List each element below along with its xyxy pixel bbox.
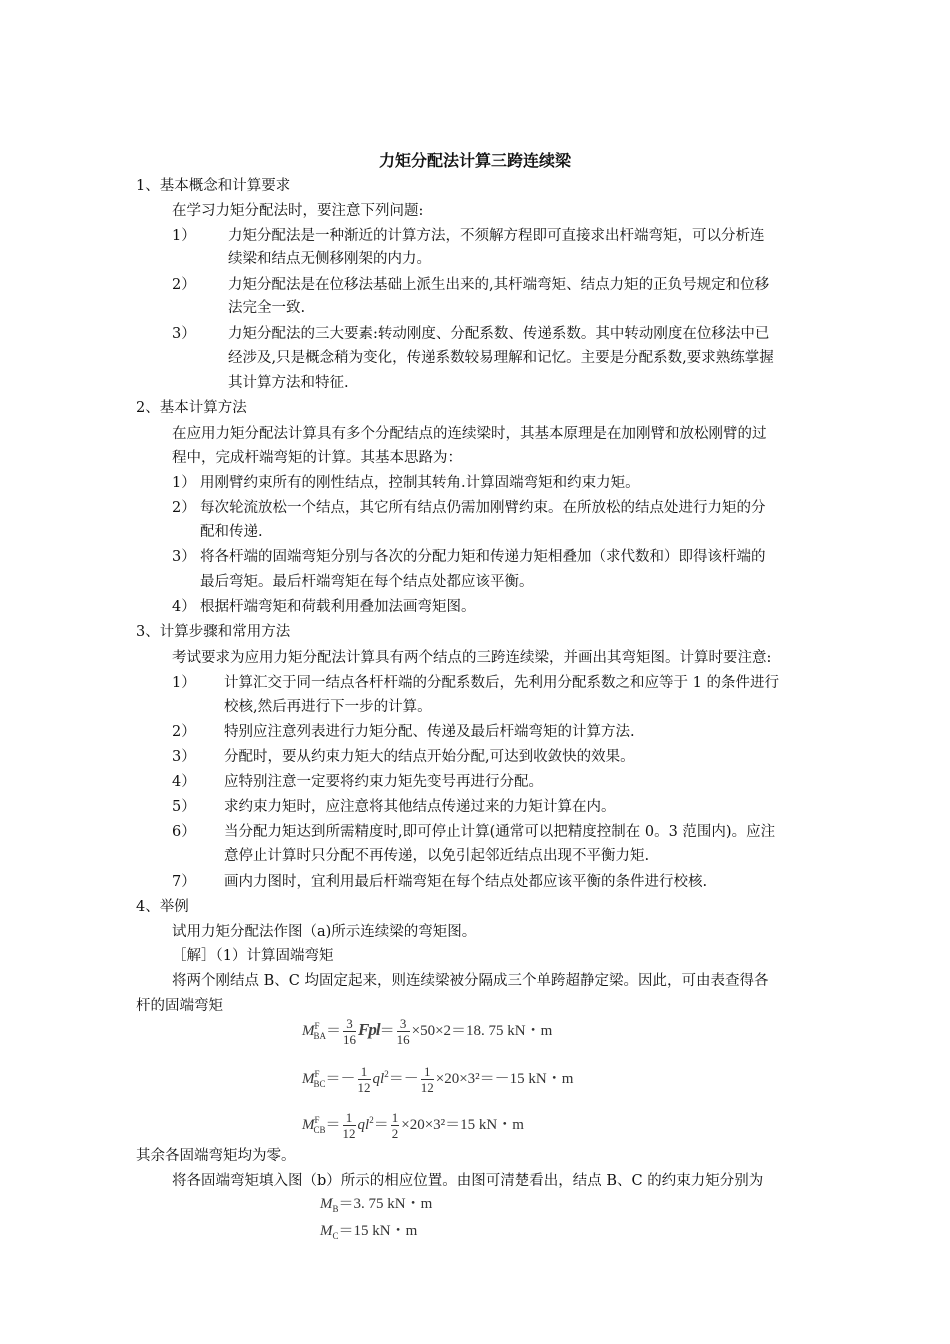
list-item-text: 当分配力矩达到所需精度时,即可停止计算(通常可以把精度控制在 0。3 范围内)。应注: [224, 824, 776, 840]
example-intro: 试用力矩分配法作图（a)所示连续梁的弯矩图。: [172, 924, 477, 940]
equation-mbc: $M^F_{BC}=-$ $\frac{1}{12}$ $ql^2=-$ $\frac{1}{12}$ ×20×3²＝－15 kN・m: [302, 1064, 574, 1095]
list-number: 3）: [172, 749, 196, 765]
solution-paragraph: 将各固端弯矩填入图（b）所示的相应位置。由图可清楚看出，结点 B、C 的约束力矩分别为: [172, 1173, 764, 1189]
list-item-text: 每次轮流放松一个结点，其它所有结点仍需加刚臂约束。在所放松的结点处进行力矩的分: [200, 500, 766, 516]
rest-text: 其余各固端弯矩均为零。: [136, 1148, 296, 1164]
list-number: 2）: [172, 724, 196, 740]
section-3-heading: 3、计算步骤和常用方法: [136, 624, 291, 640]
section-2-heading: 2、基本计算方法: [136, 400, 247, 416]
list-item-text: 用刚臂约束所有的刚性结点，控制其转角.计算固端弯矩和约束力矩。: [200, 475, 640, 491]
list-item-text: 最后弯矩。最后杆端弯矩在每个结点处都应该平衡。: [200, 574, 534, 590]
equation-mcb: $M^F_{CB}=$ $\frac{1}{12}$ $ql^2=$ $\frac{1}{2}$ ×20×3²＝15 kN・m: [302, 1110, 524, 1141]
list-item-text: 分配时，要从约束力矩大的结点开始分配,可达到收敛快的效果。: [224, 749, 635, 765]
list-item-text: 续梁和结点无侧移刚架的内力。: [228, 251, 431, 267]
equation-mc: $M_C=15$ kN・m: [320, 1223, 418, 1241]
list-item-text: 应特别注意一定要将约束力矩先变号再进行分配。: [224, 774, 543, 790]
section-1-intro: 在学习力矩分配法时，要注意下列问题:: [172, 203, 424, 219]
list-number: 3）: [172, 549, 196, 565]
section-2-intro: 在应用力矩分配法计算具有多个分配结点的连续梁时，其基本原理是在加刚臂和放松刚臂的过: [172, 426, 767, 442]
list-number: 1）: [172, 228, 196, 244]
solution-paragraph: 杆的固端弯矩: [136, 998, 223, 1014]
list-item-text: 特别应注意列表进行力矩分配、传递及最后杆端弯矩的计算方法.: [224, 724, 635, 740]
section-3-intro: 考试要求为应用力矩分配法计算具有两个结点的三跨连续梁，并画出其弯矩图。计算时要注意:: [172, 650, 772, 666]
list-item-text: 经涉及,只是概念稍为变化，传递系数较易理解和记忆。主要是分配系数,要求熟练掌握: [228, 350, 774, 366]
list-item-text: 将各杆端的固端弯矩分别与各次的分配力矩和传递力矩相叠加（求代数和）即得该杆端的: [200, 549, 766, 565]
list-item-text: 计算汇交于同一结点各杆杆端的分配系数后，先利用分配系数之和应等于 1 的条件进行: [224, 675, 779, 691]
fpl-glyph: Fpl: [358, 1019, 380, 1039]
list-number: 4）: [172, 774, 196, 790]
equation-mb: $M_B=3$. 75 kN・m: [320, 1196, 433, 1214]
equation-mba: $M^F_{BA}=$ $\frac{3}{16}$ Fpl＝ $\frac{3}{16}$ ×50×2＝18. 75 kN・m: [302, 1016, 553, 1047]
list-item-text: 校核,然后再进行下一步的计算。: [224, 699, 432, 715]
list-item-text: 力矩分配法是在位移法基础上派生出来的,其杆端弯矩、结点力矩的正负号规定和位移: [228, 277, 770, 293]
list-item-text: 根据杆端弯矩和荷载利用叠加法画弯矩图。: [200, 599, 476, 615]
list-item-text: 其计算方法和特征.: [228, 375, 349, 391]
list-item-text: 力矩分配法是一种渐近的计算方法，不须解方程即可直接求出杆端弯矩，可以分析连: [228, 228, 765, 244]
list-number: 5）: [172, 799, 196, 815]
list-number: 2）: [172, 277, 196, 293]
list-number: 4）: [172, 599, 196, 615]
solution-label: ［解］（1）计算固端弯矩: [172, 948, 334, 964]
section-1-heading: 1、基本概念和计算要求: [136, 178, 291, 194]
solution-paragraph: 将两个刚结点 B、C 均固定起来，则连续梁被分隔成三个单跨超静定梁。因此，可由表查得各: [172, 973, 769, 989]
list-item-text: 配和传递.: [200, 524, 263, 540]
page-title: 力矩分配法计算三跨连续梁: [378, 151, 571, 170]
list-item-text: 求约束力矩时，应注意将其他结点传递过来的力矩计算在内。: [224, 799, 616, 815]
list-item-text: 力矩分配法的三大要素:转动刚度、分配系数、传递系数。其中转动刚度在位移法中已: [228, 326, 770, 342]
list-item-text: 法完全一致.: [228, 300, 306, 316]
list-number: 2）: [172, 500, 196, 516]
list-number: 3）: [172, 326, 196, 342]
list-item-text: 画内力图时，宜利用最后杆端弯矩在每个结点处都应该平衡的条件进行校核.: [224, 874, 708, 890]
list-number: 7）: [172, 874, 196, 890]
list-item-text: 意停止计算时只分配不再传递，以免引起邻近结点出现不平衡力矩.: [224, 848, 650, 864]
list-number: 1）: [172, 475, 196, 491]
list-number: 1）: [172, 675, 196, 691]
section-4-heading: 4、举例: [136, 899, 189, 915]
section-2-intro: 程中，完成杆端弯矩的计算。其基本思路为：: [172, 450, 462, 466]
list-number: 6）: [172, 824, 196, 840]
